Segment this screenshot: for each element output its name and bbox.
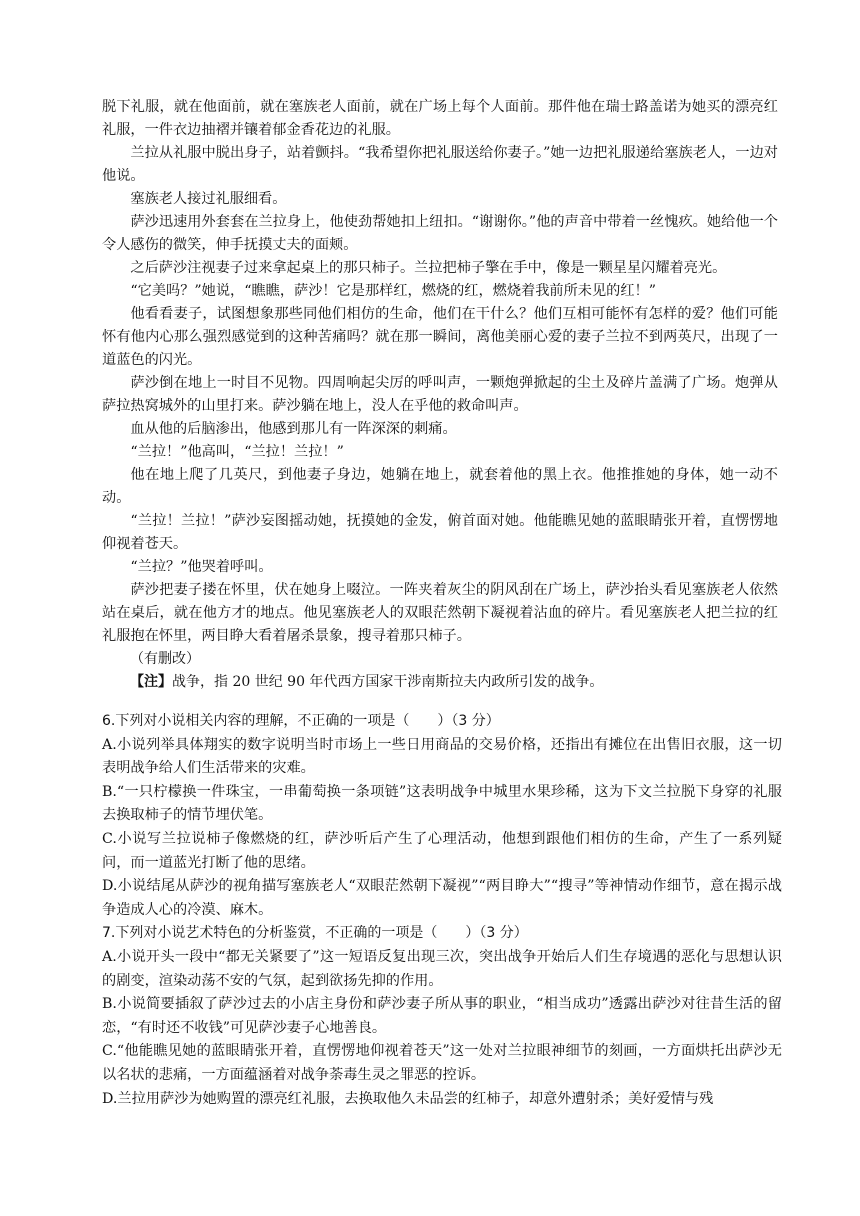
question-7-option-b: B.小说简要插叙了萨沙过去的小店主身份和萨沙妻子所从事的职业，“相当成功”透露出萨沙对往昔生活的留恋，“有时还不收钱”可见萨沙妻子心地善良。	[102, 996, 782, 1036]
question-6-stem: 6.下列对小说相关内容的理解，不正确的一项是（ ）（3 分）	[102, 713, 500, 729]
question-6-option-a: A.小说列举具体翔实的数字说明当时市场上一些日用商品的交易价格，还指出有摊位在出售旧衣服，这一切表明战争给人们生活带来的灾难。	[102, 736, 782, 777]
story-paragraph: “兰拉！兰拉！”萨沙妄图摇动她，抚摸她的金发，俯首面对她。他能瞧见她的蓝眼睛张开着，直愣愣地仰视着苍天。	[102, 513, 778, 552]
question-7-option-c: C.“他能瞧见她的蓝眼睛张开着，直愣愣地仰视着苍天”这一处对兰拉眼神细节的刻画，一方面烘托出萨沙无以名状的悲痛，一方面蕴涵着对战争荼毒生灵之罪恶的控诉。	[102, 1043, 782, 1083]
story-paragraph: 塞族老人接过礼服细看。	[130, 191, 287, 207]
question-7-stem: 7.下列对小说艺术特色的分析鉴赏，不正确的一项是（ ）（3 分）	[102, 925, 528, 942]
question-7-option-d: D.兰拉用萨沙为她购置的漂亮红礼服，去换取他久未品尝的红柿子，却意外遭射杀；美好爱情与残	[102, 1090, 714, 1107]
story-paragraph: 之后萨沙注视妻子过来拿起桌上的那只柿子。兰拉把柿子擎在手中，像是一颗星星闪耀着亮光。	[130, 260, 727, 276]
story-paragraph: “兰拉！”他高叫，“兰拉！兰拉！”	[130, 444, 344, 460]
story-paragraph: 脱下礼服，就在他面前，就在塞族老人面前，就在广场上每个人面前。那件他在瑞士路盖诺为她买的漂亮红礼服，一件衣边抽褶并镶着郁金香花边的礼服。	[102, 99, 778, 138]
story-paragraph: 萨沙迅速用外套套在兰拉身上，他使劲帮她扣上纽扣。“谢谢你。”他的声音中带着一丝愧疚。她给他一个令人感伤的微笑，伸手抚摸丈夫的面颊。	[102, 214, 778, 253]
questions-section	[102, 710, 782, 1111]
story-excerpt	[102, 96, 778, 694]
footnote-tag: 【注】	[130, 674, 172, 690]
story-paragraph: “它美吗？”她说，“瞧瞧，萨沙！它是那样红，燃烧的红，燃烧着我前所未见的红！”	[130, 283, 656, 299]
story-paragraph: 萨沙倒在地上一时目不见物。四周响起尖厉的呼叫声，一颗炮弹掀起的尘土及碎片盖满了广场。炮弹从萨拉热窝城外的山里打来。萨沙躺在地上，没人在乎他的救命叫声。	[102, 375, 778, 414]
story-paragraph: 兰拉从礼服中脱出身子，站着颤抖。“我希望你把礼服送给你妻子。”她一边把礼服递给塞族老人，一边对他说。	[102, 145, 778, 184]
source-note: （有删改）	[130, 651, 200, 667]
question-6-option-b: B.“一只柠檬换一件珠宝，一串葡萄换一条项链”这表明战争中城里水果珍稀，这为下文兰拉脱下身穿的礼服去换取柿子的情节埋伏笔。	[102, 783, 782, 824]
footnote-text: 战争，指 20 世纪 90 年代西方国家干涉南斯拉夫内政所引发的战争。	[172, 674, 604, 690]
footnote	[102, 671, 778, 694]
question-7-option-a: A.小说开头一段中“都无关紧要了”这一短语反复出现三次，突出战争开始后人们生存境遇的恶化与思想认识的剧变，渲染动荡不安的气氛，起到欲扬先抑的作用。	[102, 948, 782, 989]
story-paragraph: 他在地上爬了几英尺，到他妻子身边，她躺在地上，就套着他的黑上衣。他推推她的身体，她一动不动。	[102, 467, 778, 506]
story-paragraph: 他看看妻子，试图想象那些同他们相仿的生命，他们在干什么？他们互相可能怀有怎样的爱？他们可能怀有他内心那么强烈感觉到的这种苦痛吗？就在那一瞬间，离他美丽心爱的妻子兰拉不到两英尺，出现了一道蓝色的闪光。	[102, 306, 778, 368]
story-paragraph: 萨沙把妻子搂在怀里，伏在她身上啜泣。一阵夹着灰尘的阴风刮在广场上，萨沙抬头看见塞族老人依然站在桌后，就在他方才的地点。他见塞族老人的双眼茫然朝下凝视着沾血的碎片。看见塞族老人把兰拉的红礼服抱在怀里，两目睁大看着屠杀景象，搜寻着那只柿子。	[102, 582, 778, 644]
story-paragraph: “兰拉？”他哭着呼叫。	[130, 559, 273, 575]
story-paragraph: 血从他的后脑渗出，他感到那儿有一阵深深的刺痛。	[130, 421, 457, 437]
question-6-option-d: D.小说结尾从萨沙的视角描写塞族老人“双眼茫然朝下凝视”“两目睁大”“搜寻”等神情动作细节，意在揭示战争造成人心的冷漠、麻木。	[102, 878, 782, 918]
question-6-option-c: C.小说写兰拉说柿子像燃烧的红，萨沙听后产生了心理活动，他想到跟他们相仿的生命，产生了一系列疑问，而一道蓝光打断了他的思绪。	[102, 830, 782, 871]
